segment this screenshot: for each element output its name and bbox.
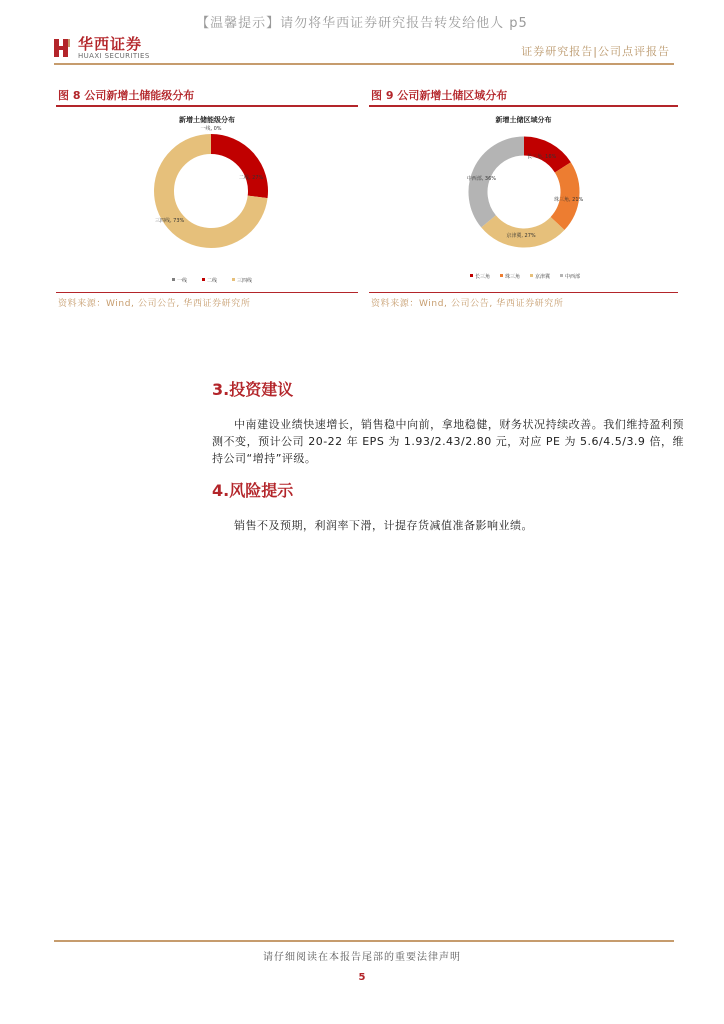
legend-label: 珠三角 bbox=[505, 274, 521, 280]
legend-swatch bbox=[232, 278, 235, 281]
risk-paragraph: 销售不及预期，利润率下滑，计提存货减值准备影响业绩。 bbox=[234, 519, 533, 532]
page-number: 5 bbox=[358, 972, 366, 983]
donut-slice-1 bbox=[211, 144, 258, 197]
chart-title: 新增土储能级分布 bbox=[179, 116, 235, 124]
legend-swatch bbox=[202, 278, 205, 281]
legend-swatch bbox=[172, 278, 175, 281]
header-divider bbox=[54, 63, 674, 65]
figure-9-source: 资料来源：Wind, 公司公告, 华西证券研究所 bbox=[371, 299, 564, 309]
figure-9-top-rule bbox=[369, 105, 678, 107]
legend-swatch bbox=[500, 274, 503, 277]
company-logo bbox=[52, 36, 150, 60]
figure-8-donut-chart bbox=[56, 112, 358, 292]
risk-section-heading: 4.风险提示 bbox=[212, 481, 294, 500]
legend-label: 长三角 bbox=[475, 274, 491, 280]
logo-name-en: HUAXI SECURITIES bbox=[78, 52, 150, 60]
figure-9-title: 图 9 公司新增土储区域分布 bbox=[371, 89, 508, 102]
figure-8-title: 图 8 公司新增土储能级分布 bbox=[58, 89, 195, 102]
figure-8-source: 资料来源：Wind, 公司公告, 华西证券研究所 bbox=[58, 299, 251, 309]
slice-label: 一线, 0% bbox=[200, 126, 222, 132]
figure-9-donut-chart bbox=[369, 112, 678, 292]
legend-label: 三四线 bbox=[237, 278, 253, 284]
footer-divider bbox=[54, 940, 674, 942]
footer-disclaimer: 请仔细阅读在本报告尾部的重要法律声明 bbox=[263, 952, 461, 963]
invest-paragraph: 中南建设业绩快速增长，销售稳中向前，拿地稳健，财务状况持续改善。我们维持盈利预测不变，预计公司 20-22 年 EPS 为 1.93/2.43/2.80 元，对应 PE 为 5.6/4.5/3.9 倍，维持公司“增持”评级。 bbox=[212, 418, 684, 465]
legend-label: 京津冀 bbox=[535, 274, 551, 280]
donut-slice-1 bbox=[558, 167, 570, 223]
donut-slice-3 bbox=[478, 146, 524, 221]
logo-mark-icon bbox=[52, 37, 72, 59]
figure-8-top-rule bbox=[56, 105, 358, 107]
report-type: 证券研究报告|公司点评报告 bbox=[521, 45, 670, 58]
legend-label: 中西部 bbox=[565, 274, 581, 280]
slice-label: 二线, 27% bbox=[239, 175, 264, 181]
slice-label: 珠三角, 21% bbox=[554, 197, 584, 203]
slice-label: 三四线, 73% bbox=[155, 218, 185, 224]
legend-swatch bbox=[530, 274, 533, 277]
slice-label: 长三角, 16% bbox=[527, 154, 557, 160]
legend-swatch bbox=[560, 274, 563, 277]
legend-label: 二线 bbox=[207, 278, 218, 284]
legend-swatch bbox=[470, 274, 473, 277]
figure-9-bottom-rule bbox=[369, 292, 678, 293]
slice-label: 京津冀, 27% bbox=[506, 233, 536, 239]
logo-name-cn: 华西证券 bbox=[78, 35, 143, 53]
legend-label: 一线 bbox=[177, 278, 188, 284]
watermark-notice: 【温馨提示】请勿将华西证券研究报告转发给他人 p5 bbox=[196, 16, 528, 31]
invest-section-heading: 3.投资建议 bbox=[212, 380, 294, 399]
chart-title: 新增土储区域分布 bbox=[495, 116, 552, 124]
slice-label: 中西部, 36% bbox=[466, 176, 496, 182]
figure-8-bottom-rule bbox=[56, 292, 358, 293]
